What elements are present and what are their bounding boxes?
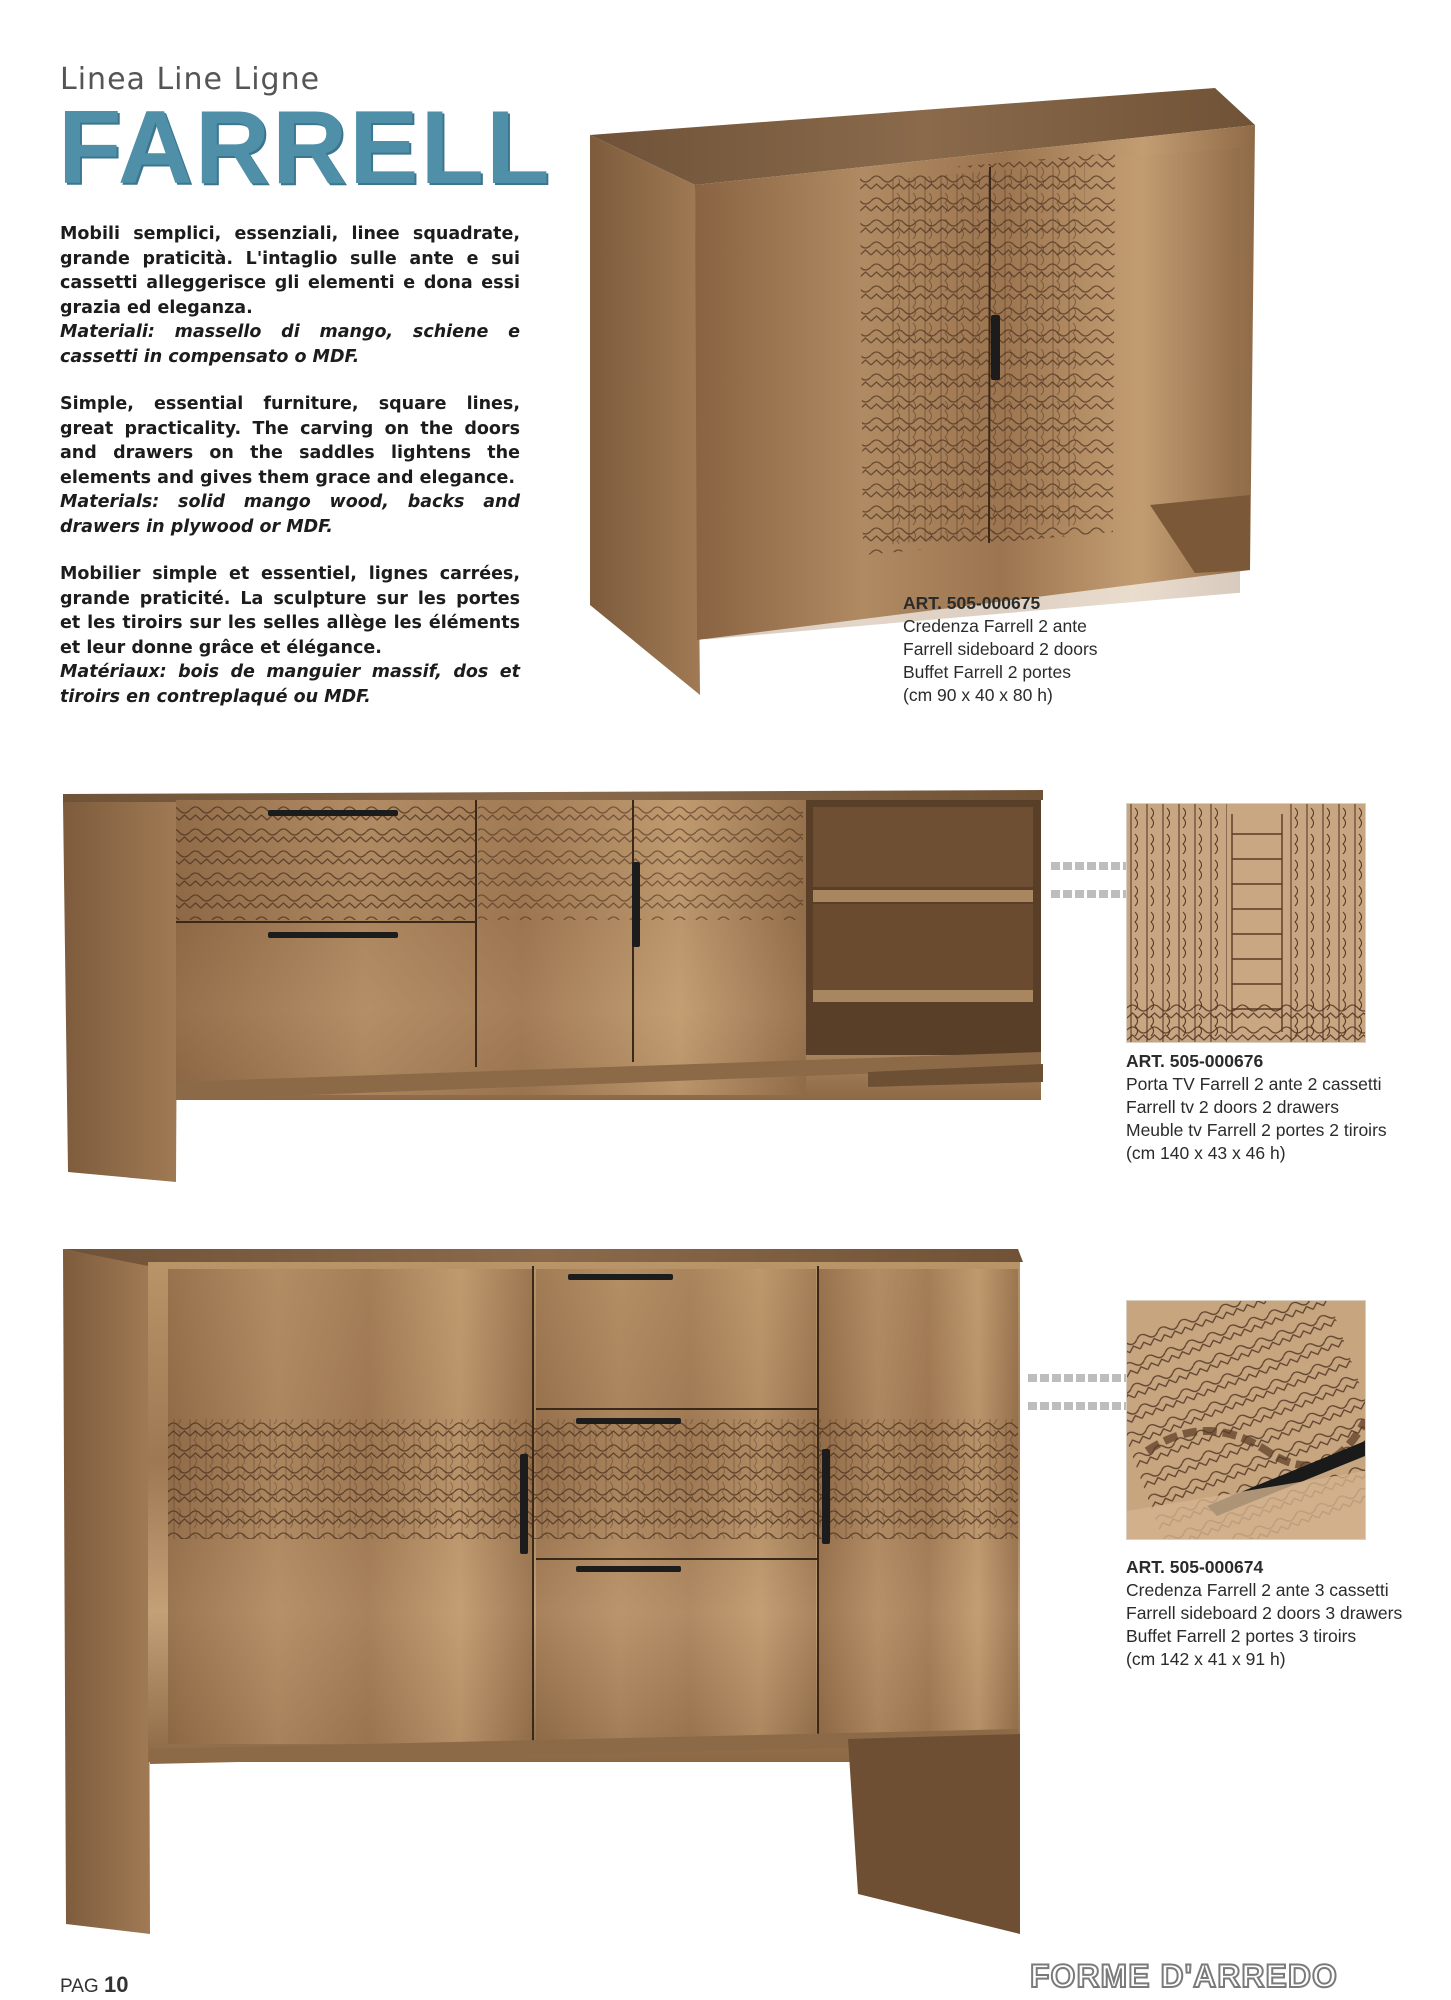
product-3-name-fr: Buffet Farrell 2 portes 3 tiroirs xyxy=(1126,1626,1357,1646)
product-3-name-en: Farrell sideboard 2 doors 3 drawers xyxy=(1126,1603,1403,1623)
product-image-tv-stand xyxy=(58,782,1048,1187)
intro-en-text: Simple, essential furniture, square lines, great practicality. The carving on the doors and drawers on the saddles lightens the elements and gives them grace and elegance. xyxy=(60,394,520,488)
product-1-name-fr: Buffet Farrell 2 portes xyxy=(903,662,1071,682)
intro-fr-materials: Matériaux: bois de manguier massif, dos et tiroirs en contreplaqué ou MDF. xyxy=(60,662,520,707)
intro-english xyxy=(60,392,520,539)
series-brand-title: FARRELL xyxy=(58,90,552,206)
leader-line xyxy=(1028,1374,1126,1382)
intro-french xyxy=(60,562,520,709)
product-caption-3 xyxy=(1126,1556,1451,1671)
product-caption-2 xyxy=(1126,1050,1451,1165)
series-subtitle: Linea Line Ligne xyxy=(60,62,321,97)
product-3-name-it: Credenza Farrell 2 ante 3 cassetti xyxy=(1126,1580,1389,1600)
product-caption-1 xyxy=(903,592,1263,707)
page-number xyxy=(60,1972,128,1998)
product-1-name-it: Credenza Farrell 2 ante xyxy=(903,616,1087,636)
footer-brand-logo: FORME D'ARREDO xyxy=(1030,1958,1338,1994)
intro-it-text: Mobili semplici, essenziali, linee squadrate, grande praticità. L'intaglio sulle ante e sui cassetti alleggerisce gli elementi e dona essi grazia ed eleganza. xyxy=(60,224,520,318)
intro-en-materials: Materials: solid mango wood, backs and drawers in plywood or MDF. xyxy=(60,492,520,537)
carving-detail-thumbnail-2 xyxy=(1126,1300,1366,1540)
product-2-name-en: Farrell tv 2 doors 2 drawers xyxy=(1126,1097,1339,1117)
product-image-sideboard-2-doors-3-drawers xyxy=(58,1244,1026,1934)
leader-line xyxy=(1028,1402,1126,1410)
leader-line xyxy=(1051,890,1126,898)
intro-it-materials: Materiali: massello di mango, schiene e cassetti in compensato o MDF. xyxy=(60,322,520,367)
page-number-value: 10 xyxy=(104,1972,129,1997)
product-2-code: ART. 505-000676 xyxy=(1126,1051,1264,1071)
product-1-name-en: Farrell sideboard 2 doors xyxy=(903,639,1098,659)
intro-fr-text: Mobilier simple et essentiel, lignes carrées, grande praticité. La sculpture sur les portes et les tiroirs sur les selles allège les éléments et leur donne grâce et élégance. xyxy=(60,564,520,658)
product-1-size: (cm 90 x 40 x 80 h) xyxy=(903,685,1053,705)
product-1-code: ART. 505-000675 xyxy=(903,593,1041,613)
intro-italian xyxy=(60,222,520,369)
carving-detail-thumbnail-1 xyxy=(1126,803,1366,1043)
leader-line xyxy=(1051,862,1126,870)
product-2-size: (cm 140 x 43 x 46 h) xyxy=(1126,1143,1286,1163)
product-3-size: (cm 142 x 41 x 91 h) xyxy=(1126,1649,1286,1669)
product-2-name-fr: Meuble tv Farrell 2 portes 2 tiroirs xyxy=(1126,1120,1387,1140)
product-3-code: ART. 505-000674 xyxy=(1126,1557,1264,1577)
product-2-name-it: Porta TV Farrell 2 ante 2 cassetti xyxy=(1126,1074,1382,1094)
page-label: PAG xyxy=(60,1976,99,1997)
